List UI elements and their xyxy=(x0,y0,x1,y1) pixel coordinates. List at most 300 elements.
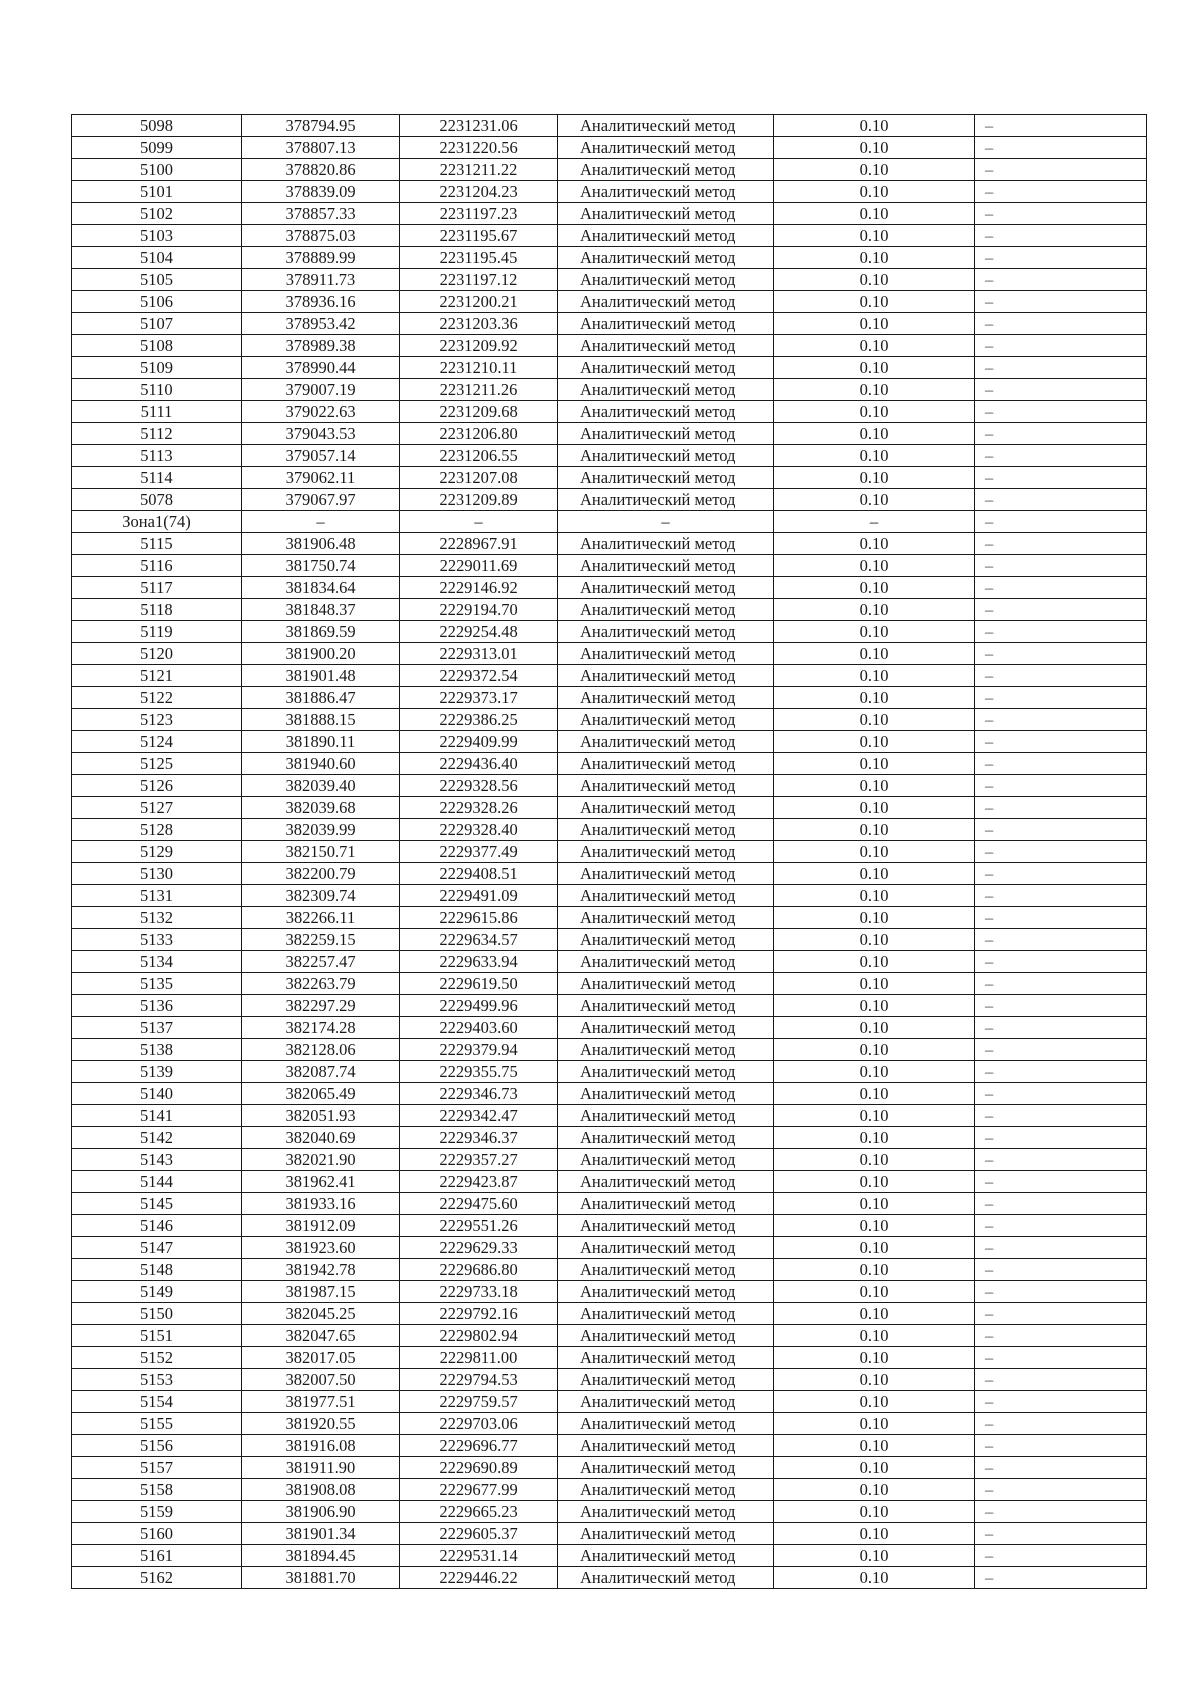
y-coordinate-cell: 2229373.17 xyxy=(400,687,558,709)
table-row xyxy=(72,1127,1147,1149)
x-coordinate-cell: 381834.64 xyxy=(242,577,400,599)
method-cell: Аналитический метод xyxy=(558,225,774,247)
table-row xyxy=(72,1259,1147,1281)
accuracy-cell: 0.10 xyxy=(774,1061,975,1083)
note-cell: – xyxy=(975,819,1147,841)
table-row xyxy=(72,819,1147,841)
method-cell: Аналитический метод xyxy=(558,885,774,907)
point-number-cell: 5148 xyxy=(72,1259,242,1281)
note-cell: – xyxy=(975,863,1147,885)
x-coordinate-cell: 382021.90 xyxy=(242,1149,400,1171)
accuracy-cell: 0.10 xyxy=(774,775,975,797)
table-row xyxy=(72,423,1147,445)
method-cell: Аналитический метод xyxy=(558,1259,774,1281)
y-coordinate-cell: 2229355.75 xyxy=(400,1061,558,1083)
point-number-cell: 5119 xyxy=(72,621,242,643)
note-cell: – xyxy=(975,203,1147,225)
method-cell: Аналитический метод xyxy=(558,1435,774,1457)
x-coordinate-cell: 382051.93 xyxy=(242,1105,400,1127)
point-number-cell: 5161 xyxy=(72,1545,242,1567)
table-row xyxy=(72,1083,1147,1105)
point-number-cell: 5140 xyxy=(72,1083,242,1105)
x-coordinate-cell: 378990.44 xyxy=(242,357,400,379)
y-coordinate-cell: 2231203.36 xyxy=(400,313,558,335)
note-cell: – xyxy=(975,269,1147,291)
point-number-cell: 5127 xyxy=(72,797,242,819)
accuracy-cell: 0.10 xyxy=(774,1347,975,1369)
note-cell: – xyxy=(975,1545,1147,1567)
y-coordinate-cell: 2229328.26 xyxy=(400,797,558,819)
y-coordinate-cell: 2229408.51 xyxy=(400,863,558,885)
table-row xyxy=(72,137,1147,159)
table-row xyxy=(72,445,1147,467)
point-number-cell: 5147 xyxy=(72,1237,242,1259)
table-row xyxy=(72,357,1147,379)
note-cell: – xyxy=(975,159,1147,181)
point-number-cell: 5138 xyxy=(72,1039,242,1061)
method-cell: – xyxy=(558,511,774,533)
accuracy-cell: 0.10 xyxy=(774,401,975,423)
point-number-cell: 5110 xyxy=(72,379,242,401)
point-number-cell: 5132 xyxy=(72,907,242,929)
y-coordinate-cell: 2231210.11 xyxy=(400,357,558,379)
x-coordinate-cell: 379062.11 xyxy=(242,467,400,489)
y-coordinate-cell: 2229328.40 xyxy=(400,819,558,841)
y-coordinate-cell: 2231231.06 xyxy=(400,115,558,137)
accuracy-cell: 0.10 xyxy=(774,819,975,841)
note-cell: – xyxy=(975,1127,1147,1149)
method-cell: Аналитический метод xyxy=(558,203,774,225)
point-number-cell: 5150 xyxy=(72,1303,242,1325)
table-row xyxy=(72,181,1147,203)
method-cell: Аналитический метод xyxy=(558,1061,774,1083)
x-coordinate-cell: 378807.13 xyxy=(242,137,400,159)
table-row xyxy=(72,225,1147,247)
y-coordinate-cell: 2229377.49 xyxy=(400,841,558,863)
y-coordinate-cell: 2229605.37 xyxy=(400,1523,558,1545)
point-number-cell: 5115 xyxy=(72,533,242,555)
x-coordinate-cell: 382039.68 xyxy=(242,797,400,819)
point-number-cell: 5149 xyxy=(72,1281,242,1303)
x-coordinate-cell: 382040.69 xyxy=(242,1127,400,1149)
note-cell: – xyxy=(975,1259,1147,1281)
table-row xyxy=(72,1501,1147,1523)
table-row xyxy=(72,907,1147,929)
x-coordinate-cell: 382174.28 xyxy=(242,1017,400,1039)
note-cell: – xyxy=(975,1303,1147,1325)
accuracy-cell: 0.10 xyxy=(774,555,975,577)
accuracy-cell: – xyxy=(774,511,975,533)
x-coordinate-cell: 381933.16 xyxy=(242,1193,400,1215)
accuracy-cell: 0.10 xyxy=(774,115,975,137)
y-coordinate-cell: 2229811.00 xyxy=(400,1347,558,1369)
y-coordinate-cell: 2229690.89 xyxy=(400,1457,558,1479)
y-coordinate-cell: 2231195.67 xyxy=(400,225,558,247)
method-cell: Аналитический метод xyxy=(558,665,774,687)
accuracy-cell: 0.10 xyxy=(774,1281,975,1303)
x-coordinate-cell: 381940.60 xyxy=(242,753,400,775)
y-coordinate-cell: 2229551.26 xyxy=(400,1215,558,1237)
x-coordinate-cell: 381750.74 xyxy=(242,555,400,577)
point-number-cell: 5123 xyxy=(72,709,242,731)
table-row xyxy=(72,1347,1147,1369)
table-row xyxy=(72,1237,1147,1259)
point-number-cell: 5114 xyxy=(72,467,242,489)
x-coordinate-cell: 378857.33 xyxy=(242,203,400,225)
accuracy-cell: 0.10 xyxy=(774,1105,975,1127)
point-number-cell: 5112 xyxy=(72,423,242,445)
point-number-cell: 5158 xyxy=(72,1479,242,1501)
x-coordinate-cell: 382263.79 xyxy=(242,973,400,995)
accuracy-cell: 0.10 xyxy=(774,929,975,951)
method-cell: Аналитический метод xyxy=(558,489,774,511)
accuracy-cell: 0.10 xyxy=(774,1567,975,1589)
x-coordinate-cell: 381894.45 xyxy=(242,1545,400,1567)
note-cell: – xyxy=(975,1523,1147,1545)
table-row xyxy=(72,1391,1147,1413)
y-coordinate-cell: 2229313.01 xyxy=(400,643,558,665)
method-cell: Аналитический метод xyxy=(558,1545,774,1567)
table-row xyxy=(72,731,1147,753)
method-cell: Аналитический метод xyxy=(558,467,774,489)
table-row xyxy=(72,841,1147,863)
method-cell: Аналитический метод xyxy=(558,1523,774,1545)
accuracy-cell: 0.10 xyxy=(774,1127,975,1149)
table-row xyxy=(72,1281,1147,1303)
note-cell: – xyxy=(975,599,1147,621)
point-number-cell: 5106 xyxy=(72,291,242,313)
method-cell: Аналитический метод xyxy=(558,1413,774,1435)
y-coordinate-cell: – xyxy=(400,511,558,533)
x-coordinate-cell: 379067.97 xyxy=(242,489,400,511)
method-cell: Аналитический метод xyxy=(558,775,774,797)
point-number-cell: 5126 xyxy=(72,775,242,797)
accuracy-cell: 0.10 xyxy=(774,1457,975,1479)
method-cell: Аналитический метод xyxy=(558,1325,774,1347)
x-coordinate-cell: 382039.99 xyxy=(242,819,400,841)
point-number-cell: 5113 xyxy=(72,445,242,467)
accuracy-cell: 0.10 xyxy=(774,1039,975,1061)
y-coordinate-cell: 2231197.12 xyxy=(400,269,558,291)
x-coordinate-cell: 381906.90 xyxy=(242,1501,400,1523)
point-number-cell: Зона1(74) xyxy=(72,511,242,533)
table-row xyxy=(72,489,1147,511)
note-cell: – xyxy=(975,929,1147,951)
accuracy-cell: 0.10 xyxy=(774,225,975,247)
table-row xyxy=(72,1105,1147,1127)
method-cell: Аналитический метод xyxy=(558,1501,774,1523)
accuracy-cell: 0.10 xyxy=(774,1501,975,1523)
x-coordinate-cell: 378875.03 xyxy=(242,225,400,247)
note-cell: – xyxy=(975,1479,1147,1501)
note-cell: – xyxy=(975,511,1147,533)
note-cell: – xyxy=(975,445,1147,467)
y-coordinate-cell: 2229703.06 xyxy=(400,1413,558,1435)
x-coordinate-cell: 382128.06 xyxy=(242,1039,400,1061)
table-row xyxy=(72,203,1147,225)
y-coordinate-cell: 2229686.80 xyxy=(400,1259,558,1281)
method-cell: Аналитический метод xyxy=(558,1105,774,1127)
note-cell: – xyxy=(975,401,1147,423)
note-cell: – xyxy=(975,1215,1147,1237)
accuracy-cell: 0.10 xyxy=(774,313,975,335)
y-coordinate-cell: 2229531.14 xyxy=(400,1545,558,1567)
method-cell: Аналитический метод xyxy=(558,379,774,401)
y-coordinate-cell: 2229491.09 xyxy=(400,885,558,907)
method-cell: Аналитический метод xyxy=(558,313,774,335)
accuracy-cell: 0.10 xyxy=(774,1017,975,1039)
note-cell: – xyxy=(975,1149,1147,1171)
table-row xyxy=(72,1303,1147,1325)
method-cell: Аналитический метод xyxy=(558,401,774,423)
y-coordinate-cell: 2229633.94 xyxy=(400,951,558,973)
x-coordinate-cell: 381881.70 xyxy=(242,1567,400,1589)
y-coordinate-cell: 2231206.80 xyxy=(400,423,558,445)
y-coordinate-cell: 2231197.23 xyxy=(400,203,558,225)
x-coordinate-cell: 381848.37 xyxy=(242,599,400,621)
point-number-cell: 5139 xyxy=(72,1061,242,1083)
note-cell: – xyxy=(975,1281,1147,1303)
x-coordinate-cell: 381888.15 xyxy=(242,709,400,731)
accuracy-cell: 0.10 xyxy=(774,1259,975,1281)
accuracy-cell: 0.10 xyxy=(774,643,975,665)
accuracy-cell: 0.10 xyxy=(774,577,975,599)
x-coordinate-cell: 381906.48 xyxy=(242,533,400,555)
note-cell: – xyxy=(975,379,1147,401)
accuracy-cell: 0.10 xyxy=(774,709,975,731)
note-cell: – xyxy=(975,1325,1147,1347)
note-cell: – xyxy=(975,115,1147,137)
point-number-cell: 5120 xyxy=(72,643,242,665)
y-coordinate-cell: 2229328.56 xyxy=(400,775,558,797)
point-number-cell: 5104 xyxy=(72,247,242,269)
table-row xyxy=(72,533,1147,555)
method-cell: Аналитический метод xyxy=(558,1149,774,1171)
note-cell: – xyxy=(975,1171,1147,1193)
method-cell: Аналитический метод xyxy=(558,973,774,995)
x-coordinate-cell: 381923.60 xyxy=(242,1237,400,1259)
method-cell: Аналитический метод xyxy=(558,181,774,203)
method-cell: Аналитический метод xyxy=(558,335,774,357)
table-row xyxy=(72,1061,1147,1083)
note-cell: – xyxy=(975,489,1147,511)
method-cell: Аналитический метод xyxy=(558,1303,774,1325)
point-number-cell: 5136 xyxy=(72,995,242,1017)
method-cell: Аналитический метод xyxy=(558,1457,774,1479)
y-coordinate-cell: 2229386.25 xyxy=(400,709,558,731)
y-coordinate-cell: 2229379.94 xyxy=(400,1039,558,1061)
x-coordinate-cell: 381911.90 xyxy=(242,1457,400,1479)
table-row xyxy=(72,995,1147,1017)
accuracy-cell: 0.10 xyxy=(774,1171,975,1193)
accuracy-cell: 0.10 xyxy=(774,203,975,225)
table-row xyxy=(72,1545,1147,1567)
accuracy-cell: 0.10 xyxy=(774,1083,975,1105)
accuracy-cell: 0.10 xyxy=(774,951,975,973)
y-coordinate-cell: 2231206.55 xyxy=(400,445,558,467)
point-number-cell: 5099 xyxy=(72,137,242,159)
y-coordinate-cell: 2229372.54 xyxy=(400,665,558,687)
point-number-cell: 5101 xyxy=(72,181,242,203)
x-coordinate-cell: 382309.74 xyxy=(242,885,400,907)
table-row xyxy=(72,797,1147,819)
table-row xyxy=(72,687,1147,709)
table-row xyxy=(72,269,1147,291)
point-number-cell: 5146 xyxy=(72,1215,242,1237)
note-cell: – xyxy=(975,1193,1147,1215)
accuracy-cell: 0.10 xyxy=(774,1413,975,1435)
point-number-cell: 5107 xyxy=(72,313,242,335)
y-coordinate-cell: 2229403.60 xyxy=(400,1017,558,1039)
note-cell: – xyxy=(975,555,1147,577)
table-row xyxy=(72,379,1147,401)
x-coordinate-cell: 382007.50 xyxy=(242,1369,400,1391)
point-number-cell: 5117 xyxy=(72,577,242,599)
point-number-cell: 5134 xyxy=(72,951,242,973)
accuracy-cell: 0.10 xyxy=(774,1545,975,1567)
x-coordinate-cell: 381977.51 xyxy=(242,1391,400,1413)
table-row xyxy=(72,1325,1147,1347)
y-coordinate-cell: 2229146.92 xyxy=(400,577,558,599)
point-number-cell: 5108 xyxy=(72,335,242,357)
note-cell: – xyxy=(975,1567,1147,1589)
point-number-cell: 5098 xyxy=(72,115,242,137)
coordinates-table xyxy=(71,114,1147,1589)
note-cell: – xyxy=(975,885,1147,907)
point-number-cell: 5153 xyxy=(72,1369,242,1391)
y-coordinate-cell: 2229357.27 xyxy=(400,1149,558,1171)
accuracy-cell: 0.10 xyxy=(774,599,975,621)
accuracy-cell: 0.10 xyxy=(774,1369,975,1391)
x-coordinate-cell: 382266.11 xyxy=(242,907,400,929)
y-coordinate-cell: 2231195.45 xyxy=(400,247,558,269)
y-coordinate-cell: 2229677.99 xyxy=(400,1479,558,1501)
method-cell: Аналитический метод xyxy=(558,533,774,555)
accuracy-cell: 0.10 xyxy=(774,137,975,159)
accuracy-cell: 0.10 xyxy=(774,841,975,863)
y-coordinate-cell: 2231209.68 xyxy=(400,401,558,423)
y-coordinate-cell: 2229499.96 xyxy=(400,995,558,1017)
point-number-cell: 5105 xyxy=(72,269,242,291)
accuracy-cell: 0.10 xyxy=(774,379,975,401)
method-cell: Аналитический метод xyxy=(558,1215,774,1237)
x-coordinate-cell: 382297.29 xyxy=(242,995,400,1017)
method-cell: Аналитический метод xyxy=(558,159,774,181)
note-cell: – xyxy=(975,1237,1147,1259)
y-coordinate-cell: 2229629.33 xyxy=(400,1237,558,1259)
point-number-cell: 5143 xyxy=(72,1149,242,1171)
x-coordinate-cell: 382200.79 xyxy=(242,863,400,885)
table-row xyxy=(72,1457,1147,1479)
table-row xyxy=(72,599,1147,621)
x-coordinate-cell: 381890.11 xyxy=(242,731,400,753)
accuracy-cell: 0.10 xyxy=(774,687,975,709)
note-cell: – xyxy=(975,1369,1147,1391)
x-coordinate-cell: 381869.59 xyxy=(242,621,400,643)
table-row xyxy=(72,335,1147,357)
x-coordinate-cell: 381900.20 xyxy=(242,643,400,665)
table-row xyxy=(72,1017,1147,1039)
method-cell: Аналитический метод xyxy=(558,753,774,775)
method-cell: Аналитический метод xyxy=(558,1347,774,1369)
point-number-cell: 5111 xyxy=(72,401,242,423)
note-cell: – xyxy=(975,973,1147,995)
method-cell: Аналитический метод xyxy=(558,1017,774,1039)
note-cell: – xyxy=(975,1501,1147,1523)
note-cell: – xyxy=(975,467,1147,489)
y-coordinate-cell: 2229696.77 xyxy=(400,1435,558,1457)
x-coordinate-cell: 378936.16 xyxy=(242,291,400,313)
x-coordinate-cell: 379057.14 xyxy=(242,445,400,467)
table-row xyxy=(72,1369,1147,1391)
point-number-cell: 5121 xyxy=(72,665,242,687)
y-coordinate-cell: 2229733.18 xyxy=(400,1281,558,1303)
table-row xyxy=(72,401,1147,423)
method-cell: Аналитический метод xyxy=(558,1479,774,1501)
accuracy-cell: 0.10 xyxy=(774,445,975,467)
table-row xyxy=(72,1193,1147,1215)
note-cell: – xyxy=(975,291,1147,313)
method-cell: Аналитический метод xyxy=(558,1039,774,1061)
note-cell: – xyxy=(975,1017,1147,1039)
method-cell: Аналитический метод xyxy=(558,577,774,599)
accuracy-cell: 0.10 xyxy=(774,159,975,181)
table-row xyxy=(72,247,1147,269)
accuracy-cell: 0.10 xyxy=(774,1215,975,1237)
point-number-cell: 5156 xyxy=(72,1435,242,1457)
note-cell: – xyxy=(975,951,1147,973)
method-cell: Аналитический метод xyxy=(558,1193,774,1215)
method-cell: Аналитический метод xyxy=(558,797,774,819)
table-row xyxy=(72,775,1147,797)
x-coordinate-cell: 381901.34 xyxy=(242,1523,400,1545)
note-cell: – xyxy=(975,775,1147,797)
accuracy-cell: 0.10 xyxy=(774,269,975,291)
method-cell: Аналитический метод xyxy=(558,555,774,577)
method-cell: Аналитический метод xyxy=(558,1391,774,1413)
y-coordinate-cell: 2229194.70 xyxy=(400,599,558,621)
point-number-cell: 5109 xyxy=(72,357,242,379)
accuracy-cell: 0.10 xyxy=(774,181,975,203)
table-row xyxy=(72,951,1147,973)
x-coordinate-cell: 382065.49 xyxy=(242,1083,400,1105)
method-cell: Аналитический метод xyxy=(558,1369,774,1391)
note-cell: – xyxy=(975,841,1147,863)
point-number-cell: 5145 xyxy=(72,1193,242,1215)
point-number-cell: 5135 xyxy=(72,973,242,995)
accuracy-cell: 0.10 xyxy=(774,1303,975,1325)
table-row xyxy=(72,753,1147,775)
method-cell: Аналитический метод xyxy=(558,137,774,159)
x-coordinate-cell: – xyxy=(242,511,400,533)
accuracy-cell: 0.10 xyxy=(774,973,975,995)
point-number-cell: 5141 xyxy=(72,1105,242,1127)
x-coordinate-cell: 381901.48 xyxy=(242,665,400,687)
point-number-cell: 5159 xyxy=(72,1501,242,1523)
accuracy-cell: 0.10 xyxy=(774,797,975,819)
x-coordinate-cell: 379043.53 xyxy=(242,423,400,445)
note-cell: – xyxy=(975,1413,1147,1435)
table-row xyxy=(72,511,1147,533)
method-cell: Аналитический метод xyxy=(558,1567,774,1589)
point-number-cell: 5078 xyxy=(72,489,242,511)
method-cell: Аналитический метод xyxy=(558,643,774,665)
x-coordinate-cell: 378989.38 xyxy=(242,335,400,357)
point-number-cell: 5157 xyxy=(72,1457,242,1479)
accuracy-cell: 0.10 xyxy=(774,467,975,489)
note-cell: – xyxy=(975,335,1147,357)
note-cell: – xyxy=(975,1061,1147,1083)
